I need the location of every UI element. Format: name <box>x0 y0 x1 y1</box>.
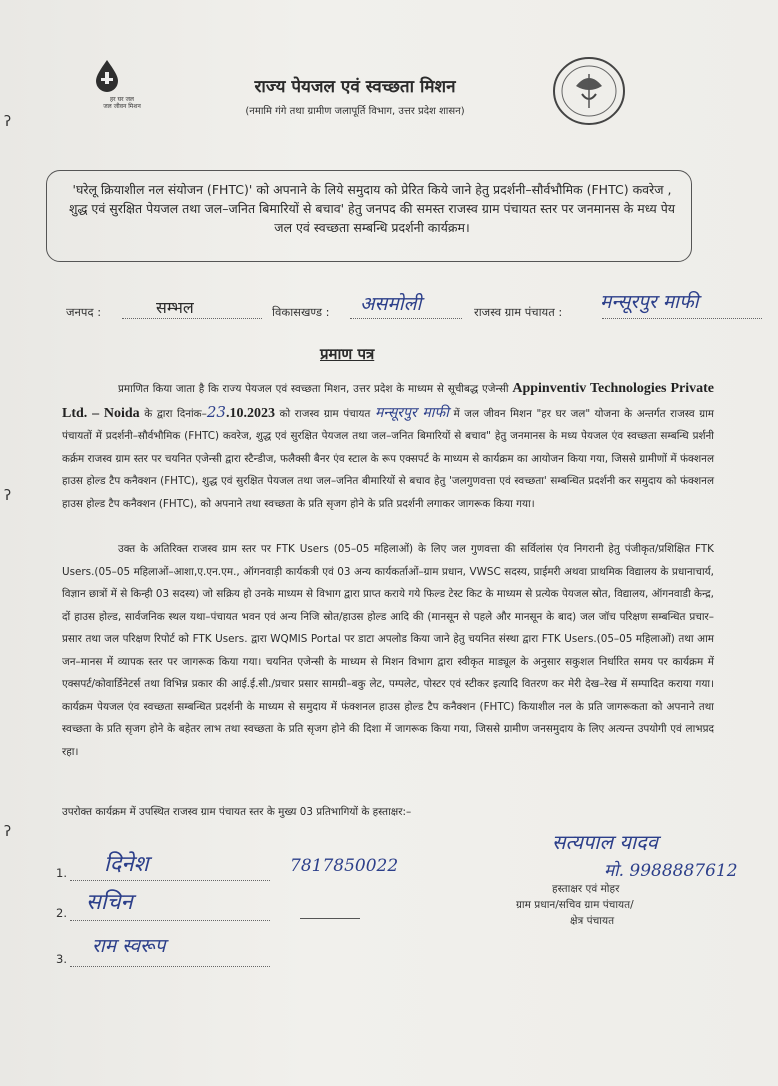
block-label: विकासखण्ड : <box>272 305 330 319</box>
body-paragraph-1 <box>62 378 714 515</box>
panchayat-label: राजस्व ग्राम पंचायत : <box>474 305 563 319</box>
district-value: सम्भल <box>156 298 194 317</box>
participant-num-1: 1. <box>56 866 67 880</box>
certificate-title: प्रमाण पत्र <box>320 345 375 363</box>
p1-by-date: के द्वारा दिनांक– <box>144 407 207 420</box>
participant-num-3: 3. <box>56 952 67 966</box>
signature-caption-2: ग्राम प्रधान/सचिव ग्राम पंचायत/ <box>516 899 634 911</box>
date-rest: .10.2023 <box>225 405 275 421</box>
p1-rest: में जल जीवन मिशन "हर घर जल" योजना के अन्तर्गत राजस्व ग्राम पंचायतों में प्रदर्शनी–सौर्वभौमिक (FHTC) कवरेज, शुद्ध एवं सुरक्षित पेयजल तथा जल–जनित बिमारियों से बचाव" हेतु जनमानस के मध्य पेयजल एंव स्वच्छता सम्बन्धि प्रर्शनी कर्क्रम राजस्व ग्राम स्तर पर चयनित एजेन्सी द्वारा स्टैन्डीज, फलैक्सी बैनर एंव स्टाल के रूप एक्सपर्ट के माध्यम से कार्यक्रम का आयोजन किया गया, जिससे ग्रामीणों में फंक्शनल हाउस होल्ड टैप कनैक्शन (FHTC), शुद्ध एवं सुरक्षित पेयजल तथा जल–जनित बीमारियों से बचाव हेतु 'जलगुणवत्ता एवं स्वच्छता' सम्बन्धित प्रदर्शनी कर समुदाय को फंक्शनल हाउस होल्ड टैप कनैक्शन (FHTC), को अपनाने तथा स्वच्छता के प्रति सृजग होने के प्रति प्रदर्शनी लगाकर जागरूक किया गया। <box>62 407 714 510</box>
participant-num-2: 2. <box>56 906 67 920</box>
water-drop-icon <box>92 58 122 92</box>
block-value: असमोली <box>360 293 422 315</box>
participant-phone-1: 7817850022 <box>290 856 399 876</box>
signatory-mobile: मो. 9988887612 <box>604 861 738 881</box>
page-title: राज्य पेयजल एवं स्वच्छता मिशन <box>254 77 456 97</box>
margin-mark: ʔ <box>4 824 12 840</box>
body-paragraph-2: उक्त के अतिरिक्त राजस्व ग्राम स्तर पर FTK Users (05–05 महिलाओं) के लिए जल गुणवत्ता की सर्विलांस एंव निगरानी हेतु पंजीकृत/प्रशिक्षित FTK Users.(05–05 महिलाओं–आशा,ए.एन.एम., ऑगनवाड़ी कार्यकत्री एवं 03 अन्य कार्यकर्ताओं–ग्राम प्रधान, VWSC सदस्य, प्राईमरी अथवा प्राथमिक विद्यालय के प्रधानाचार्य, विज्ञान छात्रों में से किन्ही 03 सदस्य) जो सक्रिय हो उनके माध्यम से विभाग द्वारा प्राप्त कराये गये फिल्ड टेस्ट किट के माध्यम से प्रत्येक पेयजल स्रोत, विद्यालय, ऑगनवाडी केन्द्र, दों हाउस होल्ड, सार्वजनिक स्थल यथा–पंचायत भवन एवं अन्य निजि स्रोत/हाउस होल्ड आदि की (मानसून से पहले और मानसून के बाद) जल जॉच परिक्षण सम्बन्धित प्रचार–प्रसार तथा जल परिक्षण रिपोर्ट को FTK Users. द्वारा WQMIS Portal पर डाटा अपलोड किया जाने हेतु चयनित संस्था द्वारा FTK Users.(05–05 महिलाओं) तथा आम जन–मानस में व्यापक स्तर पर जागरूक किया गया। चयनित एजेन्सी के माध्यम से मिशन विभाग द्वारा स्वीकृत माड्यूल के अनुसार सकुशल निर्धारित समय पर कार्यक्रम में एक्सपर्ट/कोवार्डिनेटर्स तथा विभिन्न प्रकार की आई.ई.सी./प्रचार प्रसार सामग्री–बकु लेट, पम्पलेट, पोस्टर एवं स्टीकर इत्यादि वितरण कर मेरी देख–रेख में सम्पादित कराया गया। कार्यक्रम पेयजल एंव स्वच्छता सम्बन्धित प्रदर्शनी के माध्यम से समुदाय में फंक्शनल हाउस होल्ड टैप कनैक्शन (FHTC) कियाशील नल के प्रति जागरूकता को अपनाने तथा स्वच्छता के प्रति सृजग होने के बहेतर लाभ तथा स्वच्छता के प्रति सृजग होने की दिशा में जागरूक किया गया, जिससे ग्रामीण जनसमुदाय के लिए अत्यन्त उपयोगी एवं लाभप्रद रहा। <box>62 543 714 758</box>
panchayat-handwritten: मन्सूरपुर माफी <box>374 404 449 421</box>
participants-intro: उपरोक्त कार्यक्रम में उपस्थित राजस्व ग्राम पंचायत स्तर के मुख्य 03 प्रतिभागियों के हस्ताक्षर:– <box>62 806 412 818</box>
up-government-seal-icon <box>552 56 626 126</box>
date-day: 23 <box>206 402 226 421</box>
participant-name-2: सचिन <box>86 890 133 915</box>
signature-caption-3: क्षेत्र पंचायत <box>570 915 615 927</box>
participant-name-1: दिनेश <box>104 852 149 877</box>
jal-jeevan-logo <box>92 58 152 110</box>
signature-caption-1: हस्ताक्षर एवं मोहर <box>552 883 620 895</box>
p1-start: प्रमाणित किया जाता है कि राज्य पेयजल एवं स्वच्छता मिशन, उत्तर प्रदेश के माध्यम से सूचीबद्ध एजेन्सी <box>118 383 509 395</box>
signatory-name: सत्यपाल यादव <box>552 830 658 854</box>
agency-name: Appinventiv Technologies Private Ltd. – Noida <box>62 381 714 421</box>
margin-mark: ʔ <box>4 488 12 504</box>
page-subtitle: (नमामि गंगे तथा ग्रामीण जलापूर्ति विभाग, उत्तर प्रदेश शासन) <box>245 106 465 117</box>
district-label: जनपद : <box>66 305 102 319</box>
logo-text-1: हर घर जल <box>110 96 134 103</box>
p1-at-panchayat: को राजस्व ग्राम पंचायत <box>279 407 371 420</box>
margin-mark: ʔ <box>4 114 12 130</box>
letterhead <box>170 74 540 117</box>
participant-name-3: राम स्वरूप <box>92 935 166 957</box>
subject-text: 'घरेलू क्रियाशील नल संयोजन (FHTC)' को अपनाने के लिये समुदाय को प्रेरित किये जाने हेतु प्रदर्शनी–सौर्वभौमिक (FHTC) कवरेज , शुद्ध एवं सुरक्षित पेयजल तथा जल–जनित बिमारियों से बचाव' हेतु जनपद की समस्त राजस्व ग्राम पंचायत स्तर पर जनमानस के मध्य पेय जल एवं स्वच्छता सम्बन्धि प्रदर्शनी कार्यक्रम। <box>68 182 676 235</box>
panchayat-value: मन्सूरपुर माफी <box>600 291 699 313</box>
logo-text-2: जल जीवन मिशन <box>103 103 141 110</box>
